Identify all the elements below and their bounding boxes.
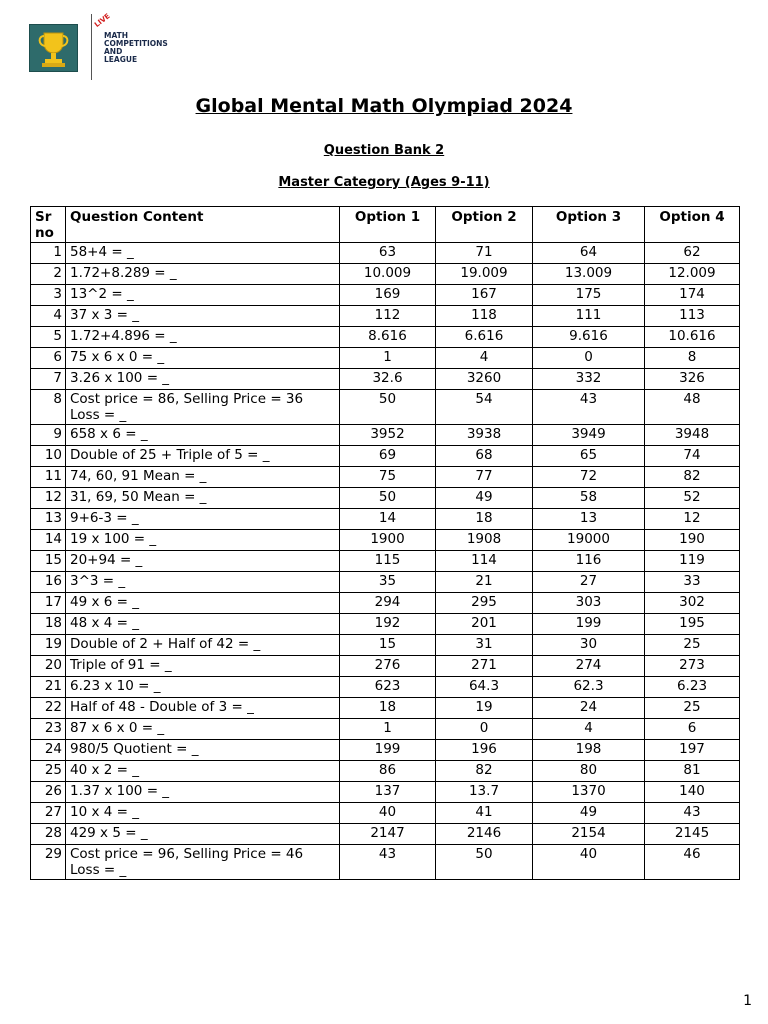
cell-sr-no: 5 — [31, 327, 66, 348]
table-row — [31, 509, 740, 530]
cell-option-1: 86 — [340, 761, 436, 782]
cell-option-4: 190 — [645, 530, 740, 551]
cell-question: Double of 25 + Triple of 5 = _ — [66, 446, 340, 467]
cell-option-4: 25 — [645, 698, 740, 719]
cell-option-1: 75 — [340, 467, 436, 488]
cell-question: 6.23 x 10 = _ — [66, 677, 340, 698]
cell-option-3: 274 — [533, 656, 645, 677]
table-row — [31, 264, 740, 285]
cell-option-3: 64 — [533, 243, 645, 264]
cell-option-1: 199 — [340, 740, 436, 761]
cell-option-3: 1370 — [533, 782, 645, 803]
cell-option-4: 273 — [645, 656, 740, 677]
cell-option-2: 295 — [436, 593, 533, 614]
table-row — [31, 593, 740, 614]
cell-sr-no: 11 — [31, 467, 66, 488]
cell-option-1: 169 — [340, 285, 436, 306]
cell-question: 20+94 = _ — [66, 551, 340, 572]
cell-option-2: 18 — [436, 509, 533, 530]
cell-option-3: 72 — [533, 467, 645, 488]
cell-question: 31, 69, 50 Mean = _ — [66, 488, 340, 509]
cell-option-3: 30 — [533, 635, 645, 656]
cell-option-4: 2145 — [645, 824, 740, 845]
cell-option-2: 64.3 — [436, 677, 533, 698]
cell-option-2: 201 — [436, 614, 533, 635]
cell-question: 19 x 100 = _ — [66, 530, 340, 551]
cell-option-2: 71 — [436, 243, 533, 264]
header-option-4: Option 4 — [645, 207, 740, 243]
cell-question: 48 x 4 = _ — [66, 614, 340, 635]
table-row — [31, 488, 740, 509]
cell-option-4: 43 — [645, 803, 740, 824]
cell-option-3: 49 — [533, 803, 645, 824]
cell-option-2: 82 — [436, 761, 533, 782]
logo-line-2: COMPETITIONS — [104, 39, 168, 48]
table-row — [31, 572, 740, 593]
table-row — [31, 551, 740, 572]
cell-question: Double of 2 + Half of 42 = _ — [66, 635, 340, 656]
cell-option-4: 48 — [645, 390, 740, 425]
category-heading: Master Category (Ages 9-11) — [278, 175, 490, 190]
logo-line-4: LEAGUE — [104, 55, 138, 64]
cell-sr-no: 29 — [31, 845, 66, 880]
table-row — [31, 348, 740, 369]
cell-option-4: 33 — [645, 572, 740, 593]
cell-option-4: 3948 — [645, 425, 740, 446]
cell-option-3: 332 — [533, 369, 645, 390]
cell-question: 87 x 6 x 0 = _ — [66, 719, 340, 740]
cell-question: 1.72+8.289 = _ — [66, 264, 340, 285]
header-option-3: Option 3 — [533, 207, 645, 243]
cell-question: 1.72+4.896 = _ — [66, 327, 340, 348]
page-number: 1 — [743, 993, 752, 1009]
cell-sr-no: 13 — [31, 509, 66, 530]
cell-option-4: 174 — [645, 285, 740, 306]
cell-question: 58+4 = _ — [66, 243, 340, 264]
cell-option-2: 2146 — [436, 824, 533, 845]
cell-option-2: 167 — [436, 285, 533, 306]
table-row — [31, 698, 740, 719]
cell-sr-no: 7 — [31, 369, 66, 390]
cell-option-1: 276 — [340, 656, 436, 677]
cell-option-3: 43 — [533, 390, 645, 425]
cell-option-1: 18 — [340, 698, 436, 719]
header-option-2: Option 2 — [436, 207, 533, 243]
cell-sr-no: 28 — [31, 824, 66, 845]
header-question-content: Question Content — [66, 207, 340, 243]
cell-question: 3.26 x 100 = _ — [66, 369, 340, 390]
question-table — [30, 206, 740, 880]
cell-option-1: 8.616 — [340, 327, 436, 348]
cell-option-2: 54 — [436, 390, 533, 425]
cell-option-3: 2154 — [533, 824, 645, 845]
cell-option-4: 81 — [645, 761, 740, 782]
cell-question: 980/5 Quotient = _ — [66, 740, 340, 761]
cell-sr-no: 18 — [31, 614, 66, 635]
table-row — [31, 390, 740, 425]
cell-option-3: 13 — [533, 509, 645, 530]
table-row — [31, 327, 740, 348]
cell-option-1: 1 — [340, 348, 436, 369]
cell-option-3: 58 — [533, 488, 645, 509]
cell-question: Cost price = 86, Selling Price = 36 Loss = _ — [66, 390, 340, 425]
cell-sr-no: 22 — [31, 698, 66, 719]
table-row — [31, 719, 740, 740]
cell-option-2: 50 — [436, 845, 533, 880]
cell-option-2: 1908 — [436, 530, 533, 551]
table-row — [31, 530, 740, 551]
cell-option-3: 0 — [533, 348, 645, 369]
cell-question: 40 x 2 = _ — [66, 761, 340, 782]
cell-option-2: 77 — [436, 467, 533, 488]
cell-option-2: 49 — [436, 488, 533, 509]
cell-option-1: 112 — [340, 306, 436, 327]
cell-option-1: 50 — [340, 390, 436, 425]
table-row — [31, 782, 740, 803]
cell-option-2: 3938 — [436, 425, 533, 446]
table-row — [31, 761, 740, 782]
cell-option-4: 25 — [645, 635, 740, 656]
cell-sr-no: 9 — [31, 425, 66, 446]
logo-line-3: AND — [104, 47, 123, 56]
cell-sr-no: 8 — [31, 390, 66, 425]
cell-option-3: 40 — [533, 845, 645, 880]
cell-option-4: 52 — [645, 488, 740, 509]
cell-sr-no: 16 — [31, 572, 66, 593]
cell-sr-no: 2 — [31, 264, 66, 285]
cell-sr-no: 24 — [31, 740, 66, 761]
cell-option-3: 303 — [533, 593, 645, 614]
cell-option-4: 8 — [645, 348, 740, 369]
cell-option-1: 2147 — [340, 824, 436, 845]
logo-divider — [91, 14, 92, 80]
cell-option-1: 35 — [340, 572, 436, 593]
cell-question: 3^3 = _ — [66, 572, 340, 593]
page-title: Global Mental Math Olympiad 2024 — [195, 95, 573, 117]
cell-option-1: 1900 — [340, 530, 436, 551]
cell-sr-no: 6 — [31, 348, 66, 369]
cell-option-3: 80 — [533, 761, 645, 782]
cell-option-4: 326 — [645, 369, 740, 390]
cell-sr-no: 26 — [31, 782, 66, 803]
cell-option-1: 115 — [340, 551, 436, 572]
logo-trophy-icon — [29, 24, 78, 72]
cell-option-3: 62.3 — [533, 677, 645, 698]
cell-option-2: 0 — [436, 719, 533, 740]
cell-option-2: 118 — [436, 306, 533, 327]
cell-option-4: 140 — [645, 782, 740, 803]
cell-option-2: 196 — [436, 740, 533, 761]
cell-option-4: 46 — [645, 845, 740, 880]
cell-option-3: 3949 — [533, 425, 645, 446]
cell-option-2: 19 — [436, 698, 533, 719]
cell-sr-no: 25 — [31, 761, 66, 782]
table-row — [31, 446, 740, 467]
cell-option-4: 12.009 — [645, 264, 740, 285]
cell-question: 49 x 6 = _ — [66, 593, 340, 614]
cell-option-2: 13.7 — [436, 782, 533, 803]
logo-text — [93, 12, 168, 64]
cell-option-1: 192 — [340, 614, 436, 635]
cell-option-2: 3260 — [436, 369, 533, 390]
cell-sr-no: 27 — [31, 803, 66, 824]
cell-sr-no: 19 — [31, 635, 66, 656]
cell-option-2: 4 — [436, 348, 533, 369]
cell-question: 658 x 6 = _ — [66, 425, 340, 446]
cell-option-3: 116 — [533, 551, 645, 572]
question-bank-heading: Question Bank 2 — [323, 143, 445, 158]
cell-option-3: 4 — [533, 719, 645, 740]
cell-option-2: 6.616 — [436, 327, 533, 348]
cell-sr-no: 14 — [31, 530, 66, 551]
cell-option-1: 14 — [340, 509, 436, 530]
table-row — [31, 635, 740, 656]
cell-option-3: 198 — [533, 740, 645, 761]
cell-sr-no: 3 — [31, 285, 66, 306]
cell-question: Half of 48 - Double of 3 = _ — [66, 698, 340, 719]
cell-option-2: 21 — [436, 572, 533, 593]
cell-option-1: 1 — [340, 719, 436, 740]
cell-option-1: 294 — [340, 593, 436, 614]
cell-option-3: 65 — [533, 446, 645, 467]
cell-option-1: 3952 — [340, 425, 436, 446]
cell-option-3: 19000 — [533, 530, 645, 551]
cell-option-1: 63 — [340, 243, 436, 264]
cell-option-2: 68 — [436, 446, 533, 467]
cell-option-1: 40 — [340, 803, 436, 824]
cell-option-3: 9.616 — [533, 327, 645, 348]
cell-option-2: 271 — [436, 656, 533, 677]
cell-question: Cost price = 96, Selling Price = 46 Loss = _ — [66, 845, 340, 880]
table-row — [31, 614, 740, 635]
table-body — [31, 243, 740, 880]
cell-option-2: 114 — [436, 551, 533, 572]
cell-sr-no: 4 — [31, 306, 66, 327]
cell-option-2: 19.009 — [436, 264, 533, 285]
cell-question: 10 x 4 = _ — [66, 803, 340, 824]
logo-line-1: MATH — [104, 31, 129, 40]
cell-question: 429 x 5 = _ — [66, 824, 340, 845]
cell-question: 37 x 3 = _ — [66, 306, 340, 327]
table-row — [31, 803, 740, 824]
cell-question: 13^2 = _ — [66, 285, 340, 306]
trophy-icon — [30, 25, 77, 71]
cell-option-1: 10.009 — [340, 264, 436, 285]
cell-sr-no: 12 — [31, 488, 66, 509]
table-row — [31, 243, 740, 264]
cell-option-4: 82 — [645, 467, 740, 488]
cell-sr-no: 15 — [31, 551, 66, 572]
cell-question: Triple of 91 = _ — [66, 656, 340, 677]
cell-option-4: 6.23 — [645, 677, 740, 698]
table-row — [31, 845, 740, 880]
cell-option-1: 15 — [340, 635, 436, 656]
cell-question: 9+6-3 = _ — [66, 509, 340, 530]
cell-option-4: 119 — [645, 551, 740, 572]
header-sr-no: Sr no — [31, 207, 66, 243]
cell-option-3: 175 — [533, 285, 645, 306]
cell-option-1: 32.6 — [340, 369, 436, 390]
cell-option-4: 62 — [645, 243, 740, 264]
header-option-1: Option 1 — [340, 207, 436, 243]
table-row — [31, 285, 740, 306]
cell-sr-no: 17 — [31, 593, 66, 614]
cell-option-1: 623 — [340, 677, 436, 698]
cell-sr-no: 23 — [31, 719, 66, 740]
cell-option-3: 24 — [533, 698, 645, 719]
table-header-row — [31, 207, 740, 243]
cell-option-4: 12 — [645, 509, 740, 530]
cell-option-4: 6 — [645, 719, 740, 740]
cell-option-1: 50 — [340, 488, 436, 509]
cell-option-4: 10.616 — [645, 327, 740, 348]
cell-option-3: 27 — [533, 572, 645, 593]
cell-question: 1.37 x 100 = _ — [66, 782, 340, 803]
table-row — [31, 677, 740, 698]
cell-option-3: 111 — [533, 306, 645, 327]
cell-sr-no: 20 — [31, 656, 66, 677]
cell-option-4: 74 — [645, 446, 740, 467]
cell-question: 75 x 6 x 0 = _ — [66, 348, 340, 369]
cell-sr-no: 1 — [31, 243, 66, 264]
table-row — [31, 656, 740, 677]
table-row — [31, 824, 740, 845]
cell-option-3: 13.009 — [533, 264, 645, 285]
cell-option-1: 43 — [340, 845, 436, 880]
cell-option-4: 302 — [645, 593, 740, 614]
table-row — [31, 425, 740, 446]
table-row — [31, 740, 740, 761]
cell-option-4: 197 — [645, 740, 740, 761]
cell-sr-no: 21 — [31, 677, 66, 698]
cell-sr-no: 10 — [31, 446, 66, 467]
table-row — [31, 467, 740, 488]
cell-option-1: 137 — [340, 782, 436, 803]
table-row — [31, 306, 740, 327]
cell-option-2: 31 — [436, 635, 533, 656]
table-row — [31, 369, 740, 390]
cell-option-4: 195 — [645, 614, 740, 635]
cell-option-4: 113 — [645, 306, 740, 327]
cell-option-1: 69 — [340, 446, 436, 467]
cell-option-3: 199 — [533, 614, 645, 635]
cell-question: 74, 60, 91 Mean = _ — [66, 467, 340, 488]
logo-live-label: LIVE — [93, 12, 112, 29]
cell-option-2: 41 — [436, 803, 533, 824]
